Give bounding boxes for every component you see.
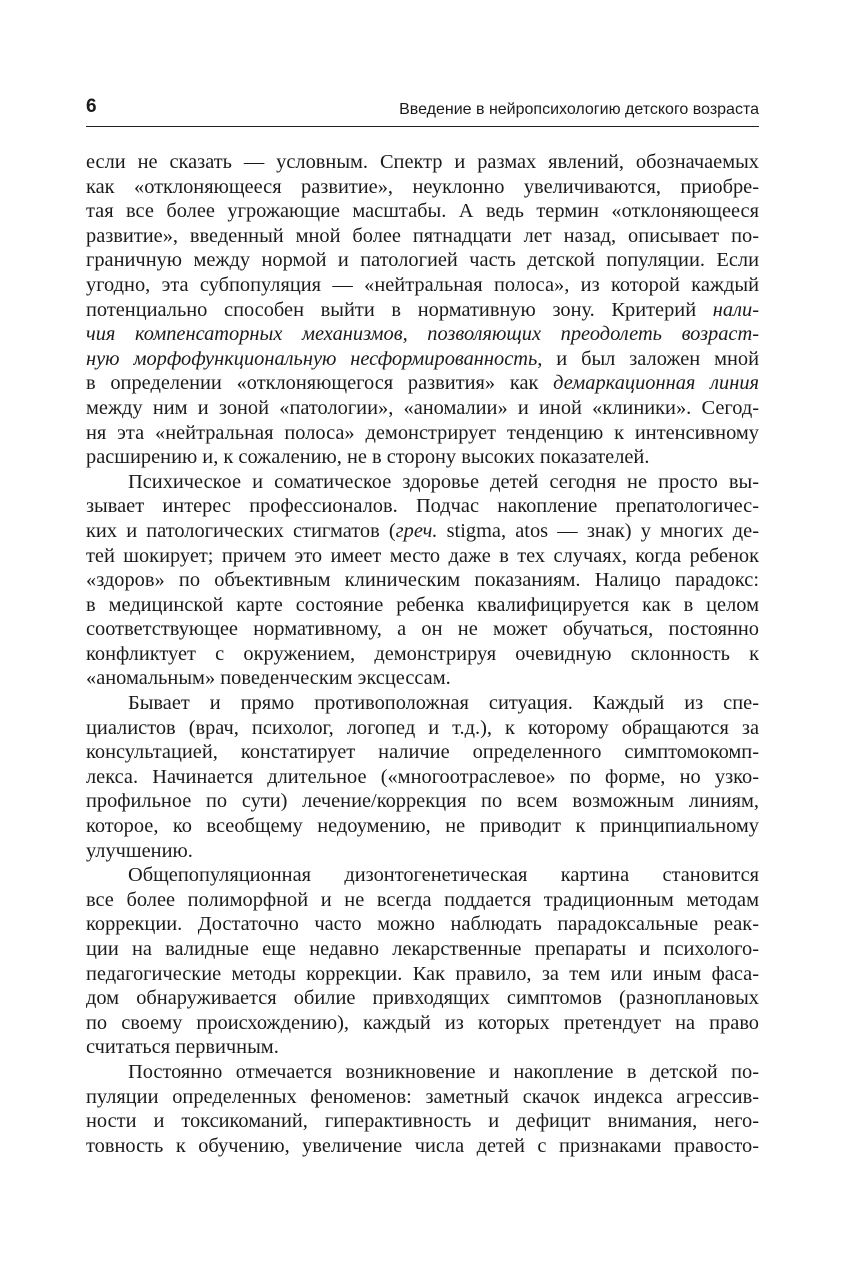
text-run: тая все более угрожающие масштабы. А ведь термин «отклоняющееся [86, 200, 759, 223]
text-line [86, 888, 759, 913]
text-line [86, 789, 759, 814]
text-run: ня эта «нейтральная полоса» демонстрирует тенденцию к интенсивному [86, 421, 759, 444]
text-line [86, 175, 759, 200]
text-run: все более полиморфной и не всегда поддается традиционным методам [86, 888, 759, 911]
text-line [86, 322, 759, 347]
body-text [86, 150, 759, 1158]
text-line [86, 199, 759, 224]
text-run: в определении «отклоняющегося развития» как [86, 372, 554, 395]
text-run: коррекции. Достаточно часто можно наблюдать парадоксальные реак- [86, 913, 759, 936]
text-line [86, 470, 759, 495]
text-run: stigma, atos — знак) у многих де- [437, 519, 759, 542]
text-line [86, 937, 759, 962]
text-line [86, 421, 759, 446]
text-run: считаться первичным. [86, 1036, 279, 1059]
text-run: тей шокирует; причем это имеет место даже в тех случаях, когда ребенок [86, 544, 759, 567]
text-line [86, 1011, 759, 1036]
italic-text-run: нали- [712, 298, 759, 321]
text-run: товность к обучению, увеличение числа детей с признаками правосто- [86, 1134, 759, 1157]
text-run: Общепопуляционная дизонтогенетическая картина становится [128, 864, 759, 887]
text-line [86, 1060, 759, 1085]
text-run: улучшению. [86, 839, 193, 862]
text-line [86, 912, 759, 937]
text-run: педагогические методы коррекции. Как правило, за тем или иным фаса- [86, 962, 759, 985]
text-line [86, 224, 759, 249]
text-run: профильное по сути) лечение/коррекция по всем возможным линиям, [86, 790, 759, 813]
text-line [86, 691, 759, 716]
text-run: циалистов (врач, психолог, логопед и т.д.), к которому обращаются за [86, 716, 759, 739]
text-line [86, 544, 759, 569]
text-line [86, 568, 759, 593]
text-line [86, 642, 759, 667]
text-run: соответствующее нормативному, а он не может обучаться, постоянно [86, 618, 759, 641]
text-line [86, 740, 759, 765]
text-line [86, 593, 759, 618]
text-run: расширению и, к сожалению, не в сторону высоких показателей. [86, 446, 650, 469]
text-run: Бывает и прямо противоположная ситуация. Каждый из спе- [128, 692, 759, 715]
italic-text-run: ную морфофункциональную несформированность, [86, 347, 543, 370]
text-run: потенциально способен выйти в нормативную зону. Критерий [86, 298, 713, 321]
text-line [86, 716, 759, 741]
text-line [86, 1085, 759, 1110]
text-run: лекса. Начинается длительное («многоотраслевое» по форме, но узко- [86, 765, 759, 788]
text-line [86, 1035, 759, 1060]
text-line [86, 666, 759, 691]
text-run: зывает интерес профессионалов. Подчас накопление препатологичес- [86, 495, 759, 518]
text-line [86, 519, 759, 544]
text-line [86, 150, 759, 175]
running-header [86, 96, 759, 127]
text-run: которое, ко всеобщему недоумению, не приводит к принципиальному [86, 815, 759, 838]
text-run: ции на валидные еще недавно лекарственные препараты и психолого- [86, 938, 759, 960]
text-run: граничную между нормой и патологией часть детской популяции. Если [86, 249, 759, 272]
text-run: развитие», введенный мной более пятнадцати лет назад, описывает по- [86, 224, 759, 247]
italic-text-run: чия компенсаторных механизмов, позволяющих преодолеть возраст- [86, 323, 759, 346]
text-line [86, 986, 759, 1011]
text-line [86, 1134, 759, 1159]
text-line [86, 248, 759, 273]
text-line [86, 839, 759, 864]
text-line [86, 765, 759, 790]
text-run: между ним и зоной «патологии», «аномалии» и иной «клиники». Сегод- [86, 396, 759, 419]
text-run: дом обнаруживается обилие привходящих симптомов (разноплановых [86, 987, 759, 1010]
text-line [86, 273, 759, 298]
text-run: ности и токсикоманий, гиперактивность и дефицит внимания, него- [86, 1110, 759, 1133]
text-line [86, 494, 759, 519]
text-run: Психическое и соматическое здоровье детей сегодня не просто вы- [128, 470, 759, 493]
text-run: Постоянно отмечается возникновение и накопление в детской по- [128, 1060, 759, 1083]
text-run: пуляции определенных феноменов: заметный скачок индекса агрессив- [86, 1085, 759, 1108]
italic-text-run: греч. [395, 519, 438, 542]
text-line [86, 298, 759, 323]
italic-text-run: демаркационная линия [553, 372, 759, 395]
text-run: и был заложен мной [542, 347, 759, 370]
text-run: ких и патологических стигматов ( [86, 519, 396, 542]
text-run: «здоров» по объективным клиническим показаниям. Налицо парадокс: [86, 569, 759, 592]
text-run: «аномальным» поведенческим эксцессам. [86, 667, 451, 690]
text-line [86, 1109, 759, 1134]
text-line [86, 396, 759, 421]
text-run: конфликтует с окружением, демонстрируя очевидную склонность к [86, 642, 759, 665]
text-run: если не сказать — условным. Спектр и размах явлений, обозначаемых [86, 151, 759, 173]
text-run: консультацией, констатирует наличие определенного симптомокомп- [86, 741, 759, 764]
text-run: в медицинской карте состояние ребенка квалифицируется как в целом [86, 593, 759, 616]
text-line [86, 863, 759, 888]
text-line [86, 371, 759, 396]
text-line [86, 347, 759, 372]
text-line [86, 445, 759, 470]
page-number: 6 [86, 96, 97, 117]
text-line [86, 617, 759, 642]
text-run: по своему происхождению), каждый из которых претендует на право [86, 1011, 759, 1034]
running-title: Введение в нейропсихологию детского возраста [399, 101, 759, 118]
text-line [86, 814, 759, 839]
text-line [86, 962, 759, 987]
text-run: угодно, эта субпопуляция — «нейтральная полоса», из которой каждый [86, 273, 759, 296]
text-run: как «отклоняющееся развитие», неуклонно увеличиваются, приобре- [86, 175, 759, 198]
